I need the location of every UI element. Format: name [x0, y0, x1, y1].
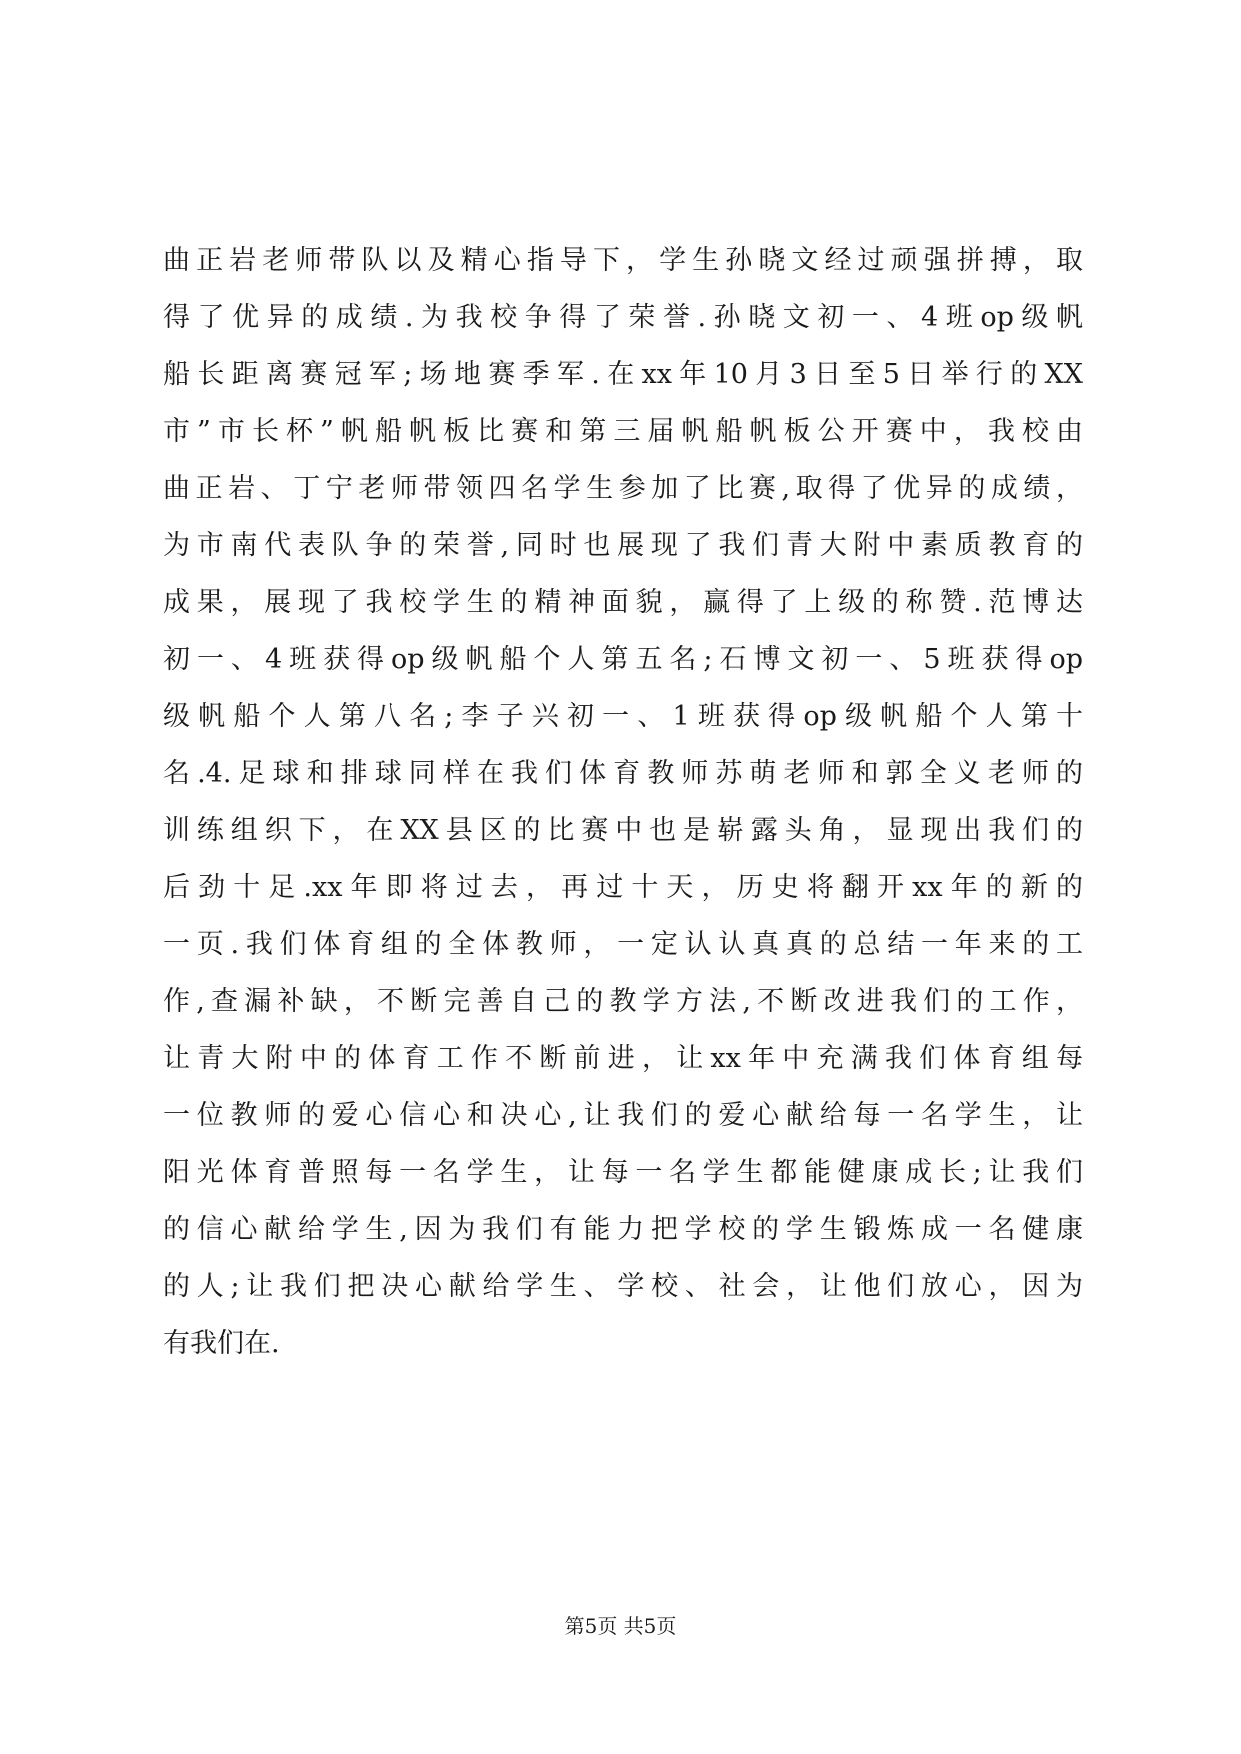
text-line: 成果，展现了我校学生的精神面貌，赢得了上级的称赞.范博达: [163, 587, 1083, 618]
text-line: 有我们在.: [163, 1328, 280, 1359]
text-line: 后劲十足.xx年即将过去，再过十天，历史将翻开xx年的新的: [163, 872, 1083, 903]
text-line: 作,查漏补缺，不断完善自己的教学方法,不断改进我们的工作，: [163, 986, 1083, 1017]
text-line: 船长距离赛冠军;场地赛季军.在xx年10月3日至5日举行的XX: [163, 359, 1083, 390]
page-number-footer: 第5页 共5页: [564, 1614, 677, 1638]
text-line: 为市南代表队争的荣誉,同时也展现了我们青大附中素质教育的: [163, 530, 1083, 561]
text-line: 得了优异的成绩.为我校争得了荣誉.孙晓文初一、4班op级帆: [163, 302, 1083, 333]
text-line: 训练组织下，在XX县区的比赛中也是崭露头角，显现出我们的: [163, 815, 1083, 846]
text-line: 一位教师的爱心信心和决心,让我们的爱心献给每一名学生，让: [163, 1100, 1083, 1131]
text-line: 名.4.足球和排球同样在我们体育教师苏萌老师和郭全义老师的: [163, 758, 1083, 789]
text-line: 曲正岩老师带队以及精心指导下，学生孙晓文经过顽强拼搏，取: [163, 245, 1083, 276]
text-line: 一页.我们体育组的全体教师，一定认认真真的总结一年来的工: [163, 929, 1083, 960]
text-line: 初一、4班获得op级帆船个人第五名;石博文初一、5班获得op: [163, 644, 1083, 675]
body-text: [163, 232, 1083, 1372]
text-line: 曲正岩、丁宁老师带领四名学生参加了比赛,取得了优异的成绩，: [163, 473, 1083, 504]
text-line: 市”市长杯”帆船帆板比赛和第三届帆船帆板公开赛中，我校由: [163, 416, 1083, 447]
text-line: 阳光体育普照每一名学生，让每一名学生都能健康成长;让我们: [163, 1157, 1083, 1188]
text-line: 的人;让我们把决心献给学生、学校、社会，让他们放心，因为: [163, 1271, 1083, 1302]
text-line: 让青大附中的体育工作不断前进，让xx年中充满我们体育组每: [163, 1043, 1083, 1074]
text-line: 的信心献给学生,因为我们有能力把学校的学生锻炼成一名健康: [163, 1214, 1083, 1245]
text-line: 级帆船个人第八名;李子兴初一、1班获得op级帆船个人第十: [163, 701, 1083, 732]
